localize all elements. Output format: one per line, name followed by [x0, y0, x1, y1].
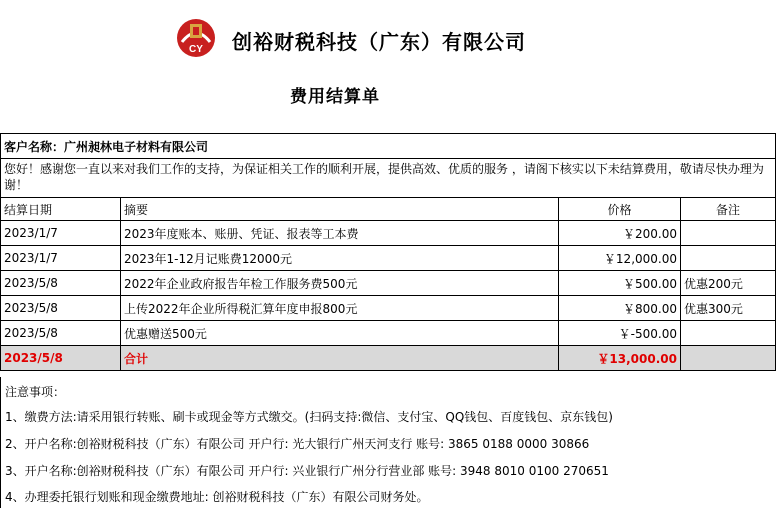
row-price: ￥-500.00 [559, 321, 681, 346]
table-header-row [1, 198, 776, 221]
row-desc: 2023年度账本、账册、凭证、报表等工本费 [121, 221, 559, 246]
table-row [1, 221, 776, 246]
row-price: ￥200.00 [559, 221, 681, 246]
header-price: 价格 [559, 198, 681, 221]
row-note: 优惠200元 [681, 271, 776, 296]
company-logo-icon [176, 18, 216, 58]
row-date: 2023/1/7 [1, 246, 121, 271]
logo-text: CY [189, 44, 203, 55]
row-desc: 优惠赠送500元 [121, 321, 559, 346]
total-row [1, 346, 776, 371]
table-row [1, 271, 776, 296]
row-price: ￥800.00 [559, 296, 681, 321]
row-note [681, 221, 776, 246]
total-note [681, 346, 776, 371]
notes-title: 注意事项： [5, 385, 66, 399]
total-price: ￥13,000.00 [559, 346, 681, 371]
client-name: 客户名称：广州昶林电子材料有限公司 [1, 134, 776, 159]
greeting-text: 您好！感谢您一直以来对我们工作的支持，为保证相关工作的顺利开展，提供高效、优质的服务 ，请阁下核实以下未结算费用，敬请尽快办理为谢！ [1, 159, 776, 198]
note-item: 2、开户名称:创裕财税科技（广东）有限公司 开户行: 光大银行广州天河支行 账号: 3865 0188 0000 30866 [5, 437, 590, 451]
table-row [1, 246, 776, 271]
row-desc: 2023年1-12月记账费12000元 [121, 246, 559, 271]
row-date: 2023/5/8 [1, 271, 121, 296]
company-name: 创裕财税科技（广东）有限公司 [232, 30, 526, 54]
row-date: 2023/5/8 [1, 296, 121, 321]
note-item: 3、开户名称:创裕财税科技（广东）有限公司 开户行: 兴业银行广州分行营业部 账号: 3948 8010 0100 270651 [5, 464, 609, 478]
settlement-table [0, 133, 776, 371]
document-header [0, 0, 776, 128]
header-note: 备注 [681, 198, 776, 221]
table-row [1, 321, 776, 346]
total-label: 合计 [121, 346, 559, 371]
row-price: ￥500.00 [559, 271, 681, 296]
row-note [681, 246, 776, 271]
greeting-row [1, 159, 776, 198]
row-date: 2023/1/7 [1, 221, 121, 246]
note-item: 1、缴费方法:请采用银行转账、刷卡或现金等方式缴交。(扫码支持:微信、支付宝、QQ钱包、百度钱包、京东钱包) [5, 410, 613, 424]
document-title: 费用结算单 [290, 87, 380, 107]
notes-section [0, 377, 776, 508]
header-date: 结算日期 [1, 198, 121, 221]
row-price: ￥12,000.00 [559, 246, 681, 271]
table-row [1, 296, 776, 321]
row-desc: 上传2022年企业所得税汇算年度申报800元 [121, 296, 559, 321]
client-row [1, 134, 776, 159]
row-note: 优惠300元 [681, 296, 776, 321]
header-desc: 摘要 [121, 198, 559, 221]
total-date: 2023/5/8 [1, 346, 121, 371]
note-item: 4、办理委托银行划账和现金缴费地址: 创裕财税科技（广东）有限公司财务处。 [5, 490, 429, 504]
row-date: 2023/5/8 [1, 321, 121, 346]
row-desc: 2022年企业政府报告年检工作服务费500元 [121, 271, 559, 296]
row-note [681, 321, 776, 346]
